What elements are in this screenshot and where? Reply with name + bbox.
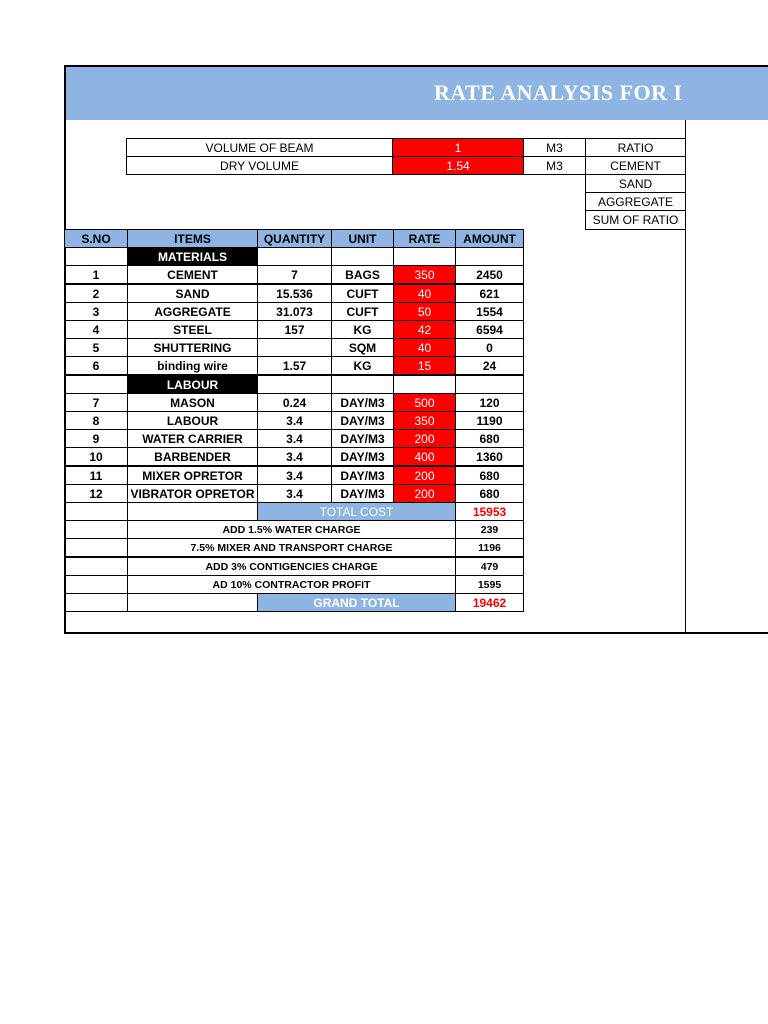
section-materials-blank <box>331 247 394 266</box>
total-cost-value: 15953 <box>455 502 524 521</box>
amount-cell: 24 <box>455 356 524 375</box>
ratio-cement: CEMENT <box>585 156 686 175</box>
charge-value: 239 <box>455 520 524 539</box>
sno-cell: 5 <box>64 338 128 357</box>
item-cell: CEMENT <box>127 265 258 284</box>
header-sno: S.NO <box>64 229 128 248</box>
section-labour-blank <box>455 375 524 394</box>
section-labour-blank <box>257 375 332 394</box>
sno-cell: 12 <box>64 484 128 503</box>
item-cell: LABOUR <box>127 411 258 430</box>
unit-cell: SQM <box>331 338 394 357</box>
amount-cell: 0 <box>455 338 524 357</box>
amount-cell: 2450 <box>455 265 524 284</box>
volume-unit: M3 <box>523 138 586 157</box>
unit-cell: DAY/M3 <box>331 411 394 430</box>
unit-cell: KG <box>331 356 394 375</box>
quantity-cell: 31.073 <box>257 302 332 321</box>
unit-cell: BAGS <box>331 265 394 284</box>
unit-cell: DAY/M3 <box>331 466 394 485</box>
rate-cell: 15 <box>393 356 456 375</box>
unit-cell: DAY/M3 <box>331 484 394 503</box>
dry-volume-label: DRY VOLUME <box>126 156 393 175</box>
quantity-cell: 7 <box>257 265 332 284</box>
amount-cell: 6594 <box>455 320 524 339</box>
charge-blank-sno <box>64 557 128 576</box>
amount-cell: 1360 <box>455 447 524 466</box>
rate-cell: 200 <box>393 466 456 485</box>
sno-cell: 9 <box>64 429 128 448</box>
charge-value: 1595 <box>455 575 524 594</box>
total-blank-sno <box>64 502 128 521</box>
rate-cell: 42 <box>393 320 456 339</box>
dry-volume-value: 1.54 <box>392 156 524 175</box>
ratio-sand: SAND <box>585 174 686 193</box>
section-materials: MATERIALS <box>127 247 258 266</box>
sno-cell: 1 <box>64 265 128 284</box>
section-labour-blank <box>393 375 456 394</box>
item-cell: STEEL <box>127 320 258 339</box>
rate-cell: 400 <box>393 447 456 466</box>
section-materials-blank <box>393 247 456 266</box>
sno-cell: 4 <box>64 320 128 339</box>
header-items: ITEMS <box>127 229 258 248</box>
section-materials-blank <box>455 247 524 266</box>
charge-blank-sno <box>64 538 128 557</box>
quantity-cell: 3.4 <box>257 466 332 485</box>
sno-cell: 7 <box>64 393 128 412</box>
unit-cell: KG <box>331 320 394 339</box>
header-unit: UNIT <box>331 229 394 248</box>
amount-cell: 680 <box>455 484 524 503</box>
item-cell: SAND <box>127 284 258 303</box>
amount-cell: 680 <box>455 466 524 485</box>
ratio-aggregate: AGGREGATE <box>585 192 686 211</box>
rate-cell: 350 <box>393 265 456 284</box>
quantity-cell: 0.24 <box>257 393 332 412</box>
charge-value: 1196 <box>455 538 524 557</box>
quantity-cell: 3.4 <box>257 429 332 448</box>
volume-value: 1 <box>392 138 524 157</box>
item-cell: MIXER OPRETOR <box>127 466 258 485</box>
ratio-sum: SUM OF RATIO <box>585 210 686 230</box>
item-cell: WATER CARRIER <box>127 429 258 448</box>
section-labour-sno <box>64 375 128 394</box>
title-banner <box>66 67 768 120</box>
quantity-cell: 1.57 <box>257 356 332 375</box>
sno-cell: 10 <box>64 447 128 466</box>
quantity-cell: 3.4 <box>257 484 332 503</box>
section-labour-blank <box>331 375 394 394</box>
charge-blank-sno <box>64 575 128 594</box>
unit-cell: DAY/M3 <box>331 393 394 412</box>
section-materials-sno <box>64 247 128 266</box>
item-cell: BARBENDER <box>127 447 258 466</box>
quantity-cell: 157 <box>257 320 332 339</box>
sno-cell: 11 <box>64 466 128 485</box>
ratio-header: RATIO <box>585 138 686 157</box>
sno-cell: 2 <box>64 284 128 303</box>
item-cell: binding wire <box>127 356 258 375</box>
header-rate: RATE <box>393 229 456 248</box>
rate-cell: 40 <box>393 338 456 357</box>
amount-cell: 120 <box>455 393 524 412</box>
total-cost-label: TOTAL COST <box>257 502 456 521</box>
charge-label: AD 10% CONTRACTOR PROFIT <box>127 575 456 594</box>
amount-cell: 1554 <box>455 302 524 321</box>
rate-cell: 350 <box>393 411 456 430</box>
rate-cell: 500 <box>393 393 456 412</box>
sno-cell: 6 <box>64 356 128 375</box>
grand-total-value: 19462 <box>455 593 524 612</box>
dry-volume-unit: M3 <box>523 156 586 175</box>
sno-cell: 3 <box>64 302 128 321</box>
volume-label: VOLUME OF BEAM <box>126 138 393 157</box>
unit-cell: DAY/M3 <box>331 447 394 466</box>
grand-blank-item <box>127 593 258 612</box>
quantity-cell: 3.4 <box>257 447 332 466</box>
unit-cell: CUFT <box>331 302 394 321</box>
section-materials-blank <box>257 247 332 266</box>
item-cell: AGGREGATE <box>127 302 258 321</box>
rate-cell: 200 <box>393 429 456 448</box>
total-blank-item <box>127 502 258 521</box>
rate-cell: 40 <box>393 284 456 303</box>
amount-cell: 680 <box>455 429 524 448</box>
quantity-cell: 3.4 <box>257 411 332 430</box>
item-cell: MASON <box>127 393 258 412</box>
section-labour: LABOUR <box>127 375 258 394</box>
header-amount: AMOUNT <box>455 229 524 248</box>
grand-blank-sno <box>64 593 128 612</box>
rate-cell: 200 <box>393 484 456 503</box>
charge-label: ADD 1.5% WATER CHARGE <box>127 520 456 539</box>
header-quantity: QUANTITY <box>257 229 332 248</box>
item-cell: VIBRATOR OPRETOR <box>127 484 258 503</box>
amount-cell: 621 <box>455 284 524 303</box>
charge-label: 7.5% MIXER AND TRANSPORT CHARGE <box>127 538 456 557</box>
amount-cell: 1190 <box>455 411 524 430</box>
rate-cell: 50 <box>393 302 456 321</box>
unit-cell: CUFT <box>331 284 394 303</box>
unit-cell: DAY/M3 <box>331 429 394 448</box>
page-title: RATE ANALYSIS FOR I <box>434 80 683 105</box>
quantity-cell <box>257 338 332 357</box>
grand-total-label: GRAND TOTAL <box>257 593 456 612</box>
quantity-cell: 15.536 <box>257 284 332 303</box>
charge-label: ADD 3% CONTIGENCIES CHARGE <box>127 557 456 576</box>
sno-cell: 8 <box>64 411 128 430</box>
charge-blank-sno <box>64 520 128 539</box>
charge-value: 479 <box>455 557 524 576</box>
item-cell: SHUTTERING <box>127 338 258 357</box>
